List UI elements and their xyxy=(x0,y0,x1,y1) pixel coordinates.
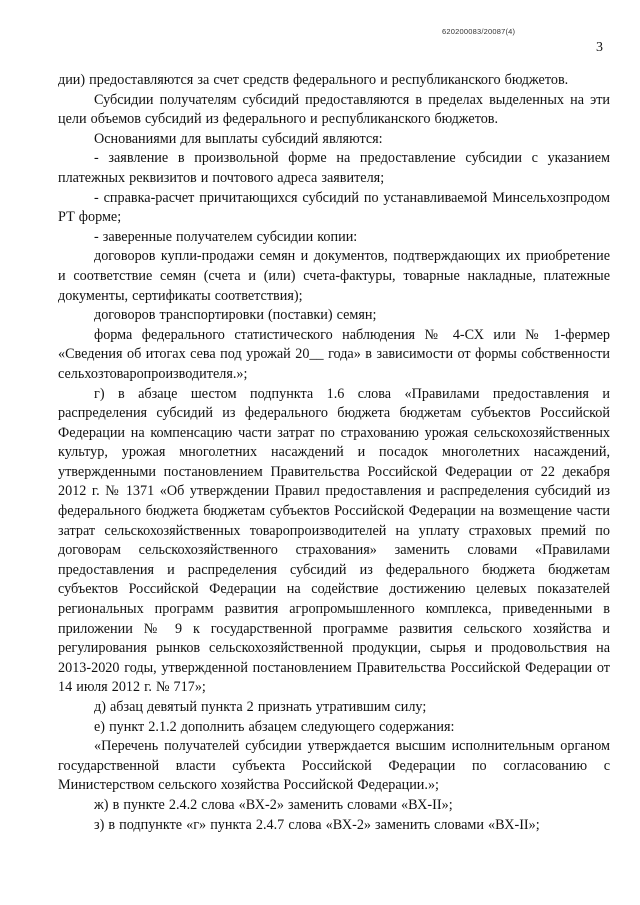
paragraph-application-item: - заявление в произвольной форме на предоставление субсидии с указанием платежных реквизитов и почтового адреса заявителя; xyxy=(58,150,610,186)
paragraph-statistical-form: форма федерального статистического наблюдения № 4-СХ или № 1-фермер «Сведения об итогах сева под урожай 20__ года» в зависимости от формы собственности сельхозтоваропроизводителя.»; xyxy=(58,326,610,382)
paragraph-amendment-zh: ж) в пункте 2.4.2 слова «ВХ-2» заменить словами «ВХ-II»; xyxy=(94,796,453,813)
document-body xyxy=(58,71,610,835)
paragraph-copies-item: - заверенные получателем субсидии копии: xyxy=(94,228,358,245)
paragraph-amendment-d: д) абзац девятый пункта 2 признать утратившим силу; xyxy=(94,699,427,715)
paragraph-calculation-item: - справка-расчет причитающихся субсидий по устанавливаемой Минсельхозпродом РТ форме; xyxy=(58,189,610,226)
paragraph-grounds-heading: Основаниями для выплаты субсидий являются: xyxy=(94,130,383,147)
document-registration-code: 620200083/20087(4) xyxy=(442,27,516,36)
paragraph-recipients-list: «Перечень получателей субсидии утверждается высшим исполнительным органом государственной власти субъекта Российской Федерации по согласованию с Министерством сельского хозяйства Российской Федерации.»; xyxy=(58,738,610,794)
paragraph-subsidy-limits: Субсидии получателям субсидий предоставляются в пределах выделенных на эти цели объемов субсидий из федерального и республиканского бюджетов. xyxy=(58,91,610,128)
paragraph-transport-contracts: договоров транспортировки (поставки) семян; xyxy=(94,307,377,324)
paragraph-continuation: дии) предоставляются за счет средств федерального и республиканского бюджетов. xyxy=(58,72,569,88)
paragraph-purchase-contracts: договоров купли-продажи семян и документов, подтверждающих их приобретение и соответствие семян (счета и (или) счета-фактуры, товарные накладные, платежные документы, сертификаты соответствия); xyxy=(58,248,610,304)
page-number: 3 xyxy=(596,40,603,55)
paragraph-amendment-g: г) в абзаце шестом подпункта 1.6 слова «Правилами предоставления и распределения субсидий из федерального бюджета бюджетам субъектов Российской Федерации на компенсацию части затрат по страхованию урожая сельскохозяйственных культур, урожая многолетних насаждений и посадок многолетних насаждений, утвержденными постановлением Правительства Российской Федерации от 22 декабря 2012 г. № 1371 «Об утверждении Правил предоставления и распределения субсидий из федерального бюджета бюджетам субъектов Российской Федерации на возмещение части затрат сельскохозяйственных товаропроизводителей на уплату страховых премий по договорам сельскохозяйственного страхования» заменить словами «Правилами предоставления и распределения субсидий из федерального бюджета бюджетам субъектов Российской Федерации на содействие достижению целевых показателей региональных программ развития агропромышленного комплекса, приведенными в приложении № 9 к государственной программе развития сельского хозяйства и регулирования рынков сельскохозяйственной продукции, сырья и продовольствия на 2013-2020 годы, утвержденной постановлением Правительства Российской Федерации от 14 июля 2012 г. № 717»; xyxy=(58,385,610,696)
paragraph-amendment-z: з) в подпункте «г» пункта 2.4.7 слова «ВХ-2» заменить словами «ВХ-II»; xyxy=(94,816,540,833)
paragraph-amendment-e: е) пункт 2.1.2 дополнить абзацем следующего содержания: xyxy=(94,718,455,735)
